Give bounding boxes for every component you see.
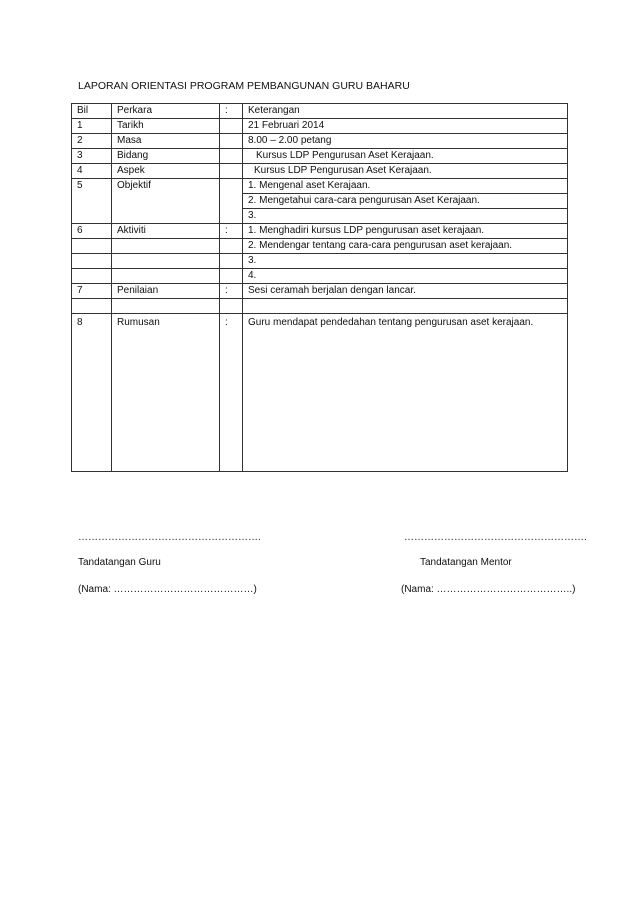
perkara-cell: Bidang bbox=[112, 149, 220, 164]
keterangan-cell: 2. Mendengar tentang cara-cara pengurusan aset kerajaan. bbox=[243, 239, 568, 254]
colon-cell bbox=[220, 119, 243, 134]
keterangan-cell: 3. bbox=[243, 209, 568, 224]
mentor-name-field: (Nama: …………………………………..) bbox=[401, 584, 576, 595]
colon-cell bbox=[220, 134, 243, 149]
header-colon: : bbox=[220, 104, 243, 119]
keterangan-cell: Kursus LDP Pengurusan Aset Kerajaan. bbox=[243, 164, 568, 179]
perkara-cell: Aspek bbox=[112, 164, 220, 179]
keterangan-cell: 1. Mengenal aset Kerajaan. bbox=[243, 179, 568, 194]
table-row bbox=[72, 164, 568, 179]
colon-cell: : bbox=[220, 224, 243, 239]
keterangan-cell: 1. Menghadiri kursus LDP pengurusan aset kerajaan. bbox=[243, 224, 568, 239]
colon-cell bbox=[220, 164, 243, 179]
table-row bbox=[72, 179, 568, 194]
header-perkara: Perkara bbox=[112, 104, 220, 119]
teacher-signature-label: Tandatangan Guru bbox=[78, 557, 161, 568]
blank-row bbox=[72, 299, 568, 314]
keterangan-cell: 4. bbox=[243, 269, 568, 284]
teacher-signature-line: ………………………………………………. bbox=[78, 532, 261, 543]
perkara-cell bbox=[112, 269, 220, 284]
colon-cell bbox=[220, 269, 243, 284]
bil-cell: 6 bbox=[72, 224, 112, 239]
perkara-cell bbox=[112, 239, 220, 254]
header-bil: Bil bbox=[72, 104, 112, 119]
keterangan-cell: 8.00 – 2.00 petang bbox=[243, 134, 568, 149]
perkara-cell: Masa bbox=[112, 134, 220, 149]
colon-cell bbox=[220, 254, 243, 269]
bil-cell bbox=[72, 239, 112, 254]
bil-cell: 2 bbox=[72, 134, 112, 149]
table-row bbox=[72, 284, 568, 299]
colon-cell: : bbox=[220, 284, 243, 299]
keterangan-cell: 3. bbox=[243, 254, 568, 269]
table-row bbox=[72, 119, 568, 134]
bil-cell bbox=[72, 269, 112, 284]
bil-cell: 1 bbox=[72, 119, 112, 134]
colon-cell bbox=[220, 179, 243, 224]
colon-cell bbox=[220, 239, 243, 254]
keterangan-cell: 2. Mengetahui cara-cara pengurusan Aset Kerajaan. bbox=[243, 194, 568, 209]
table-row bbox=[72, 269, 568, 284]
bil-cell: 8 bbox=[72, 314, 112, 472]
keterangan-cell: Guru mendapat pendedahan tentang pengurusan aset kerajaan. bbox=[243, 314, 568, 472]
colon-cell: : bbox=[220, 314, 243, 472]
perkara-cell: Aktiviti bbox=[112, 224, 220, 239]
teacher-name-field: (Nama: ……………………………………) bbox=[78, 584, 257, 595]
mentor-signature-label: Tandatangan Mentor bbox=[420, 557, 512, 568]
colon-cell bbox=[220, 149, 243, 164]
bil-cell bbox=[72, 254, 112, 269]
perkara-cell: Rumusan bbox=[112, 314, 220, 472]
keterangan-cell: Sesi ceramah berjalan dengan lancar. bbox=[243, 284, 568, 299]
table-row bbox=[72, 239, 568, 254]
table-row bbox=[72, 314, 568, 472]
header-keterangan: Keterangan bbox=[243, 104, 568, 119]
bil-cell: 7 bbox=[72, 284, 112, 299]
table-header-row bbox=[72, 104, 568, 119]
mentor-signature-line: ………………………………………………. bbox=[404, 532, 587, 543]
report-title: LAPORAN ORIENTASI PROGRAM PEMBANGUNAN GURU BAHARU bbox=[78, 80, 410, 92]
keterangan-cell: 21 Februari 2014 bbox=[243, 119, 568, 134]
table-row bbox=[72, 254, 568, 269]
perkara-cell: Tarikh bbox=[112, 119, 220, 134]
table-row bbox=[72, 224, 568, 239]
perkara-cell: Penilaian bbox=[112, 284, 220, 299]
table-row bbox=[72, 149, 568, 164]
keterangan-cell: Kursus LDP Pengurusan Aset Kerajaan. bbox=[243, 149, 568, 164]
bil-cell: 5 bbox=[72, 179, 112, 224]
bil-cell: 4 bbox=[72, 164, 112, 179]
perkara-cell: Objektif bbox=[112, 179, 220, 224]
table-row bbox=[72, 134, 568, 149]
report-table bbox=[71, 103, 568, 472]
bil-cell: 3 bbox=[72, 149, 112, 164]
perkara-cell bbox=[112, 254, 220, 269]
